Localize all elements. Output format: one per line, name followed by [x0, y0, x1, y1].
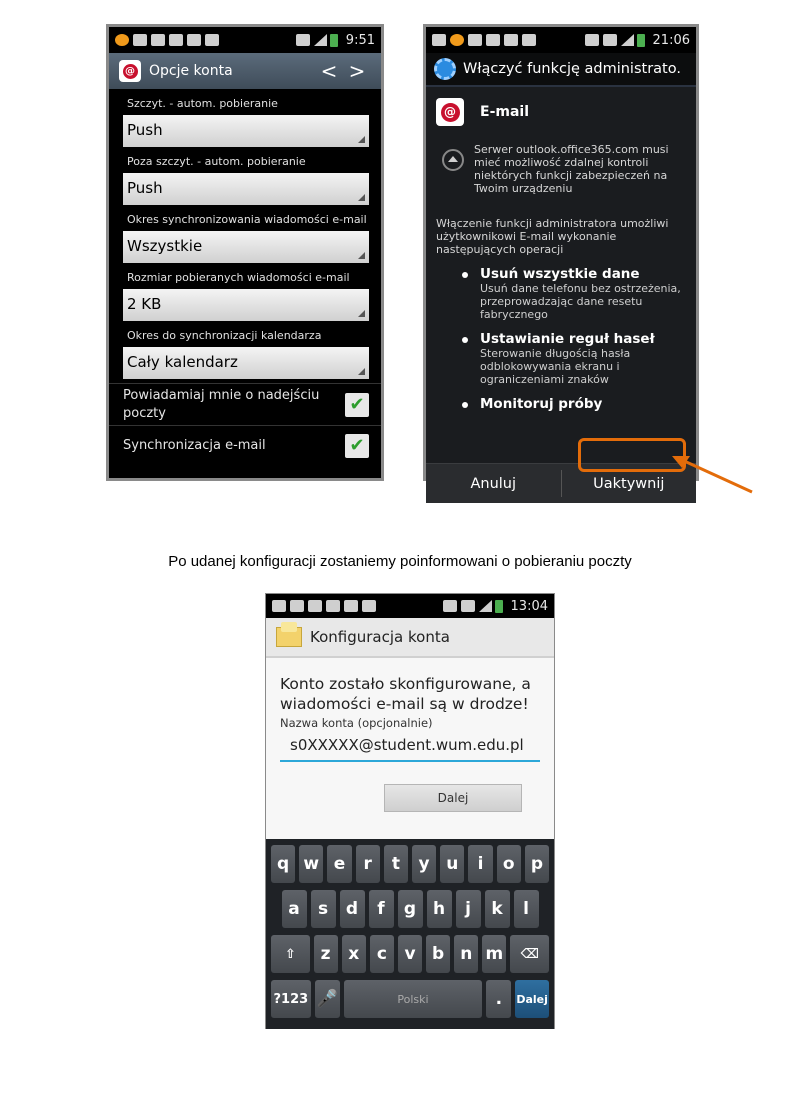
battery-icon	[637, 34, 645, 47]
alarm-icon	[443, 600, 457, 612]
notification-icon	[115, 34, 129, 46]
key[interactable]: o	[497, 845, 521, 883]
shift-key[interactable]: ⇧	[271, 935, 310, 973]
key[interactable]: a	[282, 890, 307, 928]
action-bar	[109, 53, 381, 89]
action-bar	[266, 618, 554, 658]
signal-icon	[621, 34, 634, 46]
item-title: Usuń wszystkie dane	[480, 266, 640, 282]
checkmark-icon: ✔	[349, 435, 365, 456]
calendar-icon	[504, 34, 518, 46]
image-icon	[522, 34, 536, 46]
signal-icon	[314, 34, 327, 46]
bullet-icon	[462, 402, 468, 408]
keyboard-row-2	[269, 890, 551, 928]
period-key[interactable]: .	[486, 980, 511, 1018]
screen-title: Włączyć funkcję administrato.	[463, 61, 681, 77]
app-row	[436, 87, 686, 137]
keyboard-row-4	[269, 980, 551, 1018]
offpeak-download-select[interactable]: Push	[123, 173, 369, 205]
device-admin-screenshot	[423, 24, 699, 492]
bullet-icon	[462, 272, 468, 278]
alarm-icon	[296, 34, 310, 46]
item-desc: Usuń dane telefonu bez ostrzeżenia, przeprowadzając dane resetu fabrycznego	[480, 282, 681, 321]
item-desc: Sterowanie długością hasła odblokowywania ekranu i ograniczeniami znaków	[480, 347, 631, 386]
status-bar	[109, 27, 381, 53]
battery-icon	[495, 600, 503, 613]
chat-icon	[290, 600, 304, 612]
key[interactable]: z	[314, 935, 338, 973]
screen-title: Opcje konta	[149, 63, 233, 79]
option-label: Rozmiar pobieranych wiadomości e-mail	[127, 271, 350, 284]
key[interactable]: k	[485, 890, 510, 928]
status-bar	[266, 594, 554, 618]
sim-icon	[468, 34, 482, 46]
admin-details	[426, 87, 696, 463]
email-size-select[interactable]: 2 KB	[123, 289, 369, 321]
account-config-screenshot	[265, 593, 555, 1029]
admin-description: Włączenie funkcji administratora umożliwi użytkownikowi E-mail wykonanie następujących operacji	[436, 217, 669, 256]
keyboard-icon	[326, 600, 340, 612]
key[interactable]: s	[311, 890, 336, 928]
notify-label: Powiadamiaj mnie o nadejściu poczty	[123, 387, 320, 421]
app-name: E-mail	[480, 104, 530, 120]
keyboard-row-3	[269, 935, 551, 973]
key[interactable]: e	[327, 845, 351, 883]
mail-icon	[272, 600, 286, 612]
list-item	[436, 396, 686, 412]
option-label: Okres do synchronizacji kalendarza	[127, 329, 322, 342]
email-sync-row[interactable]	[109, 425, 381, 465]
notify-row[interactable]	[109, 383, 381, 425]
bullet-icon	[462, 337, 468, 343]
key[interactable]: j	[456, 890, 481, 928]
key[interactable]: d	[340, 890, 365, 928]
calendar-icon	[486, 34, 500, 46]
key[interactable]: i	[468, 845, 492, 883]
screen-title: Konfiguracja konta	[310, 628, 450, 646]
account-name-label: Nazwa konta (opcjonalnie)	[280, 716, 433, 730]
key[interactable]: w	[299, 845, 323, 883]
notify-checkbox[interactable]	[345, 393, 369, 417]
email-sync-checkbox[interactable]	[345, 434, 369, 458]
signal-icon	[479, 600, 492, 612]
account-options-screenshot	[106, 24, 384, 481]
wifi-icon	[461, 600, 475, 612]
server-note-row	[436, 143, 686, 195]
symbols-key[interactable]: ?123	[271, 980, 311, 1018]
mail-icon	[169, 34, 183, 46]
key[interactable]: q	[271, 845, 295, 883]
key[interactable]: u	[440, 845, 464, 883]
key[interactable]: y	[412, 845, 436, 883]
server-note: Serwer outlook.office365.com musi mieć możliwość zdalnej kontroli niektórych funkcji zabezpieczeń na Twoim urządzeniu	[474, 143, 669, 195]
config-form	[266, 658, 554, 839]
contact-icon	[187, 34, 201, 46]
key[interactable]: r	[356, 845, 380, 883]
status-time: 21:06	[652, 32, 690, 48]
envelope-icon	[276, 627, 302, 647]
key[interactable]: t	[384, 845, 408, 883]
status-bar	[426, 27, 696, 53]
key[interactable]: l	[514, 890, 539, 928]
keyboard	[266, 839, 554, 1029]
options-list	[109, 89, 381, 465]
previous-button[interactable]: <	[320, 59, 338, 83]
keyboard-row-1	[269, 845, 551, 883]
activate-button[interactable]: Uaktywnij	[593, 475, 665, 492]
key[interactable]: m	[482, 935, 506, 973]
email-app-icon: @	[119, 60, 141, 82]
list-item	[436, 266, 686, 321]
space-key[interactable]: Polski	[344, 980, 483, 1018]
window-icon	[205, 34, 219, 46]
alarm-icon	[603, 34, 617, 46]
next-button[interactable]: >	[348, 59, 366, 83]
action-bar	[426, 53, 696, 87]
caption-text: Po udanej konfiguracji zostaniemy poinformowani o pobieraniu poczty	[168, 553, 632, 570]
enter-key[interactable]: Dalej	[515, 980, 549, 1018]
peak-download-select[interactable]: Push	[123, 115, 369, 147]
success-message: Konto zostało skonfigurowane, a wiadomości e-mail są w drodze!	[280, 675, 531, 713]
key[interactable]: x	[342, 935, 366, 973]
mute-icon	[585, 34, 599, 46]
expand-up-icon[interactable]	[442, 149, 464, 171]
option-label: Okres synchronizowania wiadomości e-mail	[127, 213, 367, 226]
backspace-key[interactable]: ⌫	[510, 935, 549, 973]
key[interactable]: b	[426, 935, 450, 973]
key[interactable]: f	[369, 890, 394, 928]
account-name-input[interactable]: s0XXXXX@student.wum.edu.pl	[280, 736, 540, 762]
key[interactable]: p	[525, 845, 549, 883]
key[interactable]: g	[398, 890, 423, 928]
usb-icon	[432, 34, 446, 46]
email-sync-label: Synchronizacja e-mail	[123, 437, 266, 453]
cancel-button[interactable]: Anuluj	[470, 475, 517, 492]
settings-gear-icon	[434, 58, 456, 80]
checkmark-icon: ✔	[349, 394, 365, 415]
list-item	[436, 331, 686, 386]
mic-key[interactable]: 🎤	[315, 980, 340, 1018]
item-title: Monitoruj próby	[480, 396, 603, 412]
email-app-icon: @	[436, 98, 464, 126]
usb-icon	[344, 600, 358, 612]
sim-icon	[133, 34, 147, 46]
key[interactable]: h	[427, 890, 452, 928]
download-icon	[362, 600, 376, 612]
status-time: 9:51	[345, 32, 375, 48]
key[interactable]: n	[454, 935, 478, 973]
key[interactable]: c	[370, 935, 394, 973]
camera-icon	[308, 600, 322, 612]
next-button[interactable]: Dalej	[384, 784, 522, 812]
email-sync-period-select[interactable]: Wszystkie	[123, 231, 369, 263]
option-label: Szczyt. - autom. pobieranie	[127, 97, 278, 110]
camera-icon	[151, 34, 165, 46]
key[interactable]: v	[398, 935, 422, 973]
calendar-sync-select[interactable]: Cały kalendarz	[123, 347, 369, 379]
arrow-icon	[668, 452, 758, 496]
option-label: Poza szczyt. - autom. pobieranie	[127, 155, 306, 168]
status-time: 13:04	[510, 598, 548, 614]
notification-icon	[450, 34, 464, 46]
battery-icon	[330, 34, 338, 47]
item-title: Ustawianie reguł haseł	[480, 331, 655, 347]
